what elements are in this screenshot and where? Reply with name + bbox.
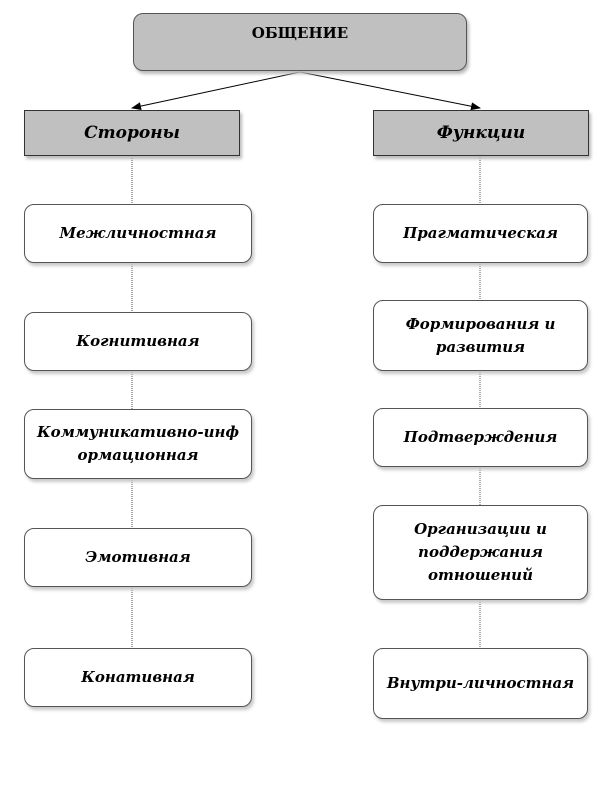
root-label: ОБЩЕНИЕ [251, 24, 349, 42]
side-node-2 [24, 312, 252, 371]
function-node-label: Организации и поддержания отношений [414, 520, 547, 584]
function-node-label: Подтверждения [403, 428, 558, 446]
sides-header-label: Стороны [84, 123, 180, 143]
side-node-label: Межличностная [59, 224, 217, 242]
functions-header [373, 110, 589, 156]
side-node-label: Когнитивная [76, 332, 200, 350]
functions-header-label: Функции [436, 123, 526, 143]
function-node-3 [373, 408, 588, 467]
function-node-label: Внутри-личностная [386, 674, 575, 692]
side-node-label: Конативная [81, 668, 195, 686]
function-node-1 [373, 204, 588, 263]
side-node-4 [24, 528, 252, 587]
function-node-5 [373, 648, 588, 719]
side-node-label: Коммуникативно-информационная [36, 423, 240, 464]
sides-header [24, 110, 240, 156]
side-node-3 [24, 409, 252, 479]
function-node-label: Прагматическая [403, 224, 558, 242]
side-node-5 [24, 648, 252, 707]
side-node-1 [24, 204, 252, 263]
arrow-to-sides [132, 72, 300, 108]
function-node-4 [373, 505, 588, 600]
root-node [133, 13, 467, 71]
function-node-2 [373, 300, 588, 371]
side-node-label: Эмотивная [85, 548, 191, 566]
arrow-to-functions [300, 72, 480, 108]
function-node-label: Формирования и развития [405, 314, 556, 356]
